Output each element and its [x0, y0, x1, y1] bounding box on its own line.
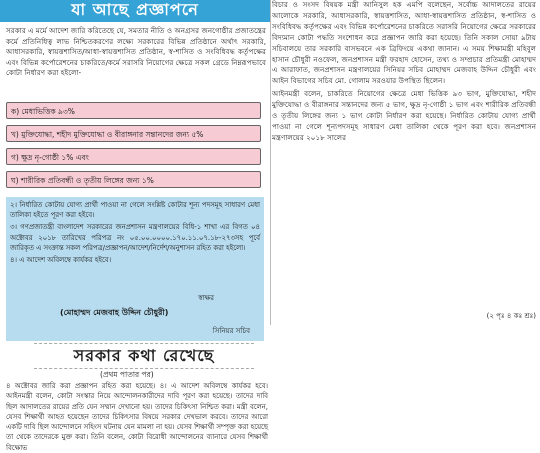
- notice-text: সরকার এ মর্মে আদেশ জারি করিতেছে যে, সমতার নীতি ও অনগ্রসর জনগোষ্ঠীর প্রজাতন্ত্রের কর্মে প্রতিনিধিত্ব লাভ নিশ্চিতকরণের লক্ষ্যে সরকারের বিভিন্ন প্রতিষ্ঠানে অর্থাৎ সরকারি, আধাসরকারি, স্বায়ত্তশাসিত/আধা-স্বায়ত্তশাসিত প্রতিষ্ঠান, স্ব-শাসিত ও সংবিধিবদ্ধ কর্তৃপক্ষের এবং বিভিন্ন কর্পোরেশনের চাকরিতে/কর্মে সরাসরি নিয়োগের ক্ষেত্রে সকল গ্রেডে নিম্নরূপভাবে কোটা নির্ধারণ করা হইলো-: [6, 26, 266, 78]
- column-divider: [270, 0, 271, 325]
- story-headline: সরকার কথা রেখেছে: [34, 343, 254, 369]
- right-paragraph-1: বিচার ও সংসদ বিষয়ক মন্ত্রী আনিসুল হক এমপি বলেছেন, সর্বোচ্চ আদালতের রায়ের আলোকে সরকারি, আধাসরকারি, স্বায়ত্তশাসিত, আধা-স্বায়ত্তশাসিত প্রতিষ্ঠান, স্ব-শাসিত ও সংবিধিবদ্ধ কর্তৃপক্ষের এবং বিভিন্ন কর্পোরেশনের চাকরিতে সরাসরি নিয়োগের ক্ষেত্রে সরকারের বিদ্যমান কোটা পদ্ধতি সংশোধন করে প্রজ্ঞাপন জারি করা হয়েছে। তিনি সকাল সোয়া ৯টায় সচিবালয়ে তার সরকারি বাসভবনে এক ব্রিফিংয়ে একথা জানান। এ সময় শিক্ষামন্ত্রী মহিবুল হাসান চৌধুরী নওফেল, জনপ্রশাসন মন্ত্রী ফরহাদ হোসেন, তথ্য ও সম্প্রচার প্রতিমন্ত্রী মোহাম্মদ এ আরাফাত, জনপ্রশাসন মন্ত্রণালয়ের সিনিয়র সচিব মোহাম্মদ মেজবাহ উদ্দিন চৌধুরী এবং আইন বিভাগের সচিব মো. গোলাম সরওয়ার উপস্থিত ছিলেন।: [272, 0, 536, 86]
- signatory-designation: সিনিয়র সচিব: [212, 327, 250, 335]
- quota-ethnic-minority: গ) ক্ষুদ্র নৃ-গোষ্ঠী ১% এবং: [6, 148, 261, 165]
- story-subhead: (প্রথম পাতার পর): [100, 370, 154, 379]
- right-paragraph-2: আইনমন্ত্রী বলেন, চাকরিতে নিয়োগের ক্ষেত্রে মেধা ভিত্তিক ৯৩ ভাগ, মুক্তিযোদ্ধা, শহীদ মুক্তিযোদ্ধা ও বীরাঙ্গনার সন্তানদের জন্য ৫ ভাগ, ক্ষুদ্র নৃ-গোষ্ঠী ১ ভাগ এবং শারীরিক প্রতিবন্ধী ও তৃতীয় লিঙ্গের জন্য ১ ভাগ কোটা নির্ধারণ করা হয়েছে। নির্ধারিত কোটায় যোগ্য প্রার্থী পাওয়া না গেলে শূন্যপদসমূহ সাধারণ মেধা তালিকা থেকে পূরণ করা হবে। জনপ্রশাসন মন্ত্রণালয়ের ২০১৮ সালের: [272, 89, 536, 142]
- quota-freedom-fighter: খ) মুক্তিযোদ্ধা, শহীদ মুক্তিযোদ্ধা ও বীরাঙ্গনার সন্তানদের জন্য ৫%: [6, 125, 261, 142]
- directive-2: ২। নির্ধারিত কোটায় যোগ্য প্রার্থী পাওয়া না গেলে সংশ্লিষ্ট কোটার শূন্য পদসমূহ সাধারণ মেধা তালিকা হইতে পূরণ করা হইবে।: [10, 201, 260, 220]
- directive-3: ৩। গণপ্রজাতন্ত্রী বাংলাদেশ সরকারের জনপ্রশাসন মন্ত্রণালয়ের বিধি-১ শাখা এর বিগত ০৪ অক্টোবর ২০১৮ তারিখের পরিপত্র নং ০৫.০০.০০০০.১৭০.১১.০৭.১৮-২৭৩সহ পূর্বে জারিকৃত এ সংক্রান্ত সকল পরিপত্র/প্রজ্ঞাপন/আদেশ/নির্দেশ/অনুশাসন রহিত করা হইলো।: [10, 223, 260, 252]
- quota-merit: ক) মেধাভিত্তিক ৯৩%: [6, 102, 261, 119]
- continued-marker: (২ পৃঃ ৪ কঃ শ্রঃ): [486, 312, 536, 320]
- right-article: [272, 0, 536, 146]
- directive-box: [6, 197, 264, 289]
- quota-disabled-third-gender: ঘ) শারীরিক প্রতিবন্ধী ও তৃতীয় লিঙ্গের জন্য ১%: [6, 171, 261, 188]
- right-column: [272, 0, 540, 325]
- signatory-name: (মোহাম্মদ মেজবাহ উদ্দিন চৌধুরী): [60, 308, 169, 317]
- directive-4: ৪। এ আদেশ অবিলম্বে কার্যকর হইবে।: [10, 256, 112, 265]
- notice-banner: যা আছে প্রজ্ঞাপনে: [0, 0, 270, 22]
- signature-block: [6, 289, 264, 341]
- left-column: [0, 0, 268, 452]
- signature-label: স্বাক্ষর: [198, 294, 214, 302]
- story-text: ৪ অক্টোবর জারি করা প্রজ্ঞাপন রহিত করা হয়েছে। ৪। এ আদেশ অবিলম্বে কার্যকর হবে। আইনমন্ত্রী বলেন, কোটা সংস্কার নিয়ে আন্দোলনকারীদের দাবি পূরণ করা হয়েছে। তাদের দাবি ছিল আদালতের রায়ের প্রতি যেন সম্মান দেখানো হয়। তাদের চিকিৎসা নিশ্চিত করা। মন্ত্রী বলেন, যেসব শিক্ষার্থী আহত হয়েছেন তাদের চিকিৎসার বিষয়ে সরকার দেখভাল করবে। তাদের আরো একটি দাবি ছিল আন্দোলনে সহিংস ঘটনায় যেন মামলা না হয়। যেসব শিক্ষার্থী সম্পৃক্ত করা হয়েছে তা থেকে তাদেরকে মুক্ত করা। তিনি বলেন, কোটা বিরোধী আন্দোলনের ব্যানারে যেসব শিক্ষার্থী বিক্ষোভ: [6, 382, 268, 452]
